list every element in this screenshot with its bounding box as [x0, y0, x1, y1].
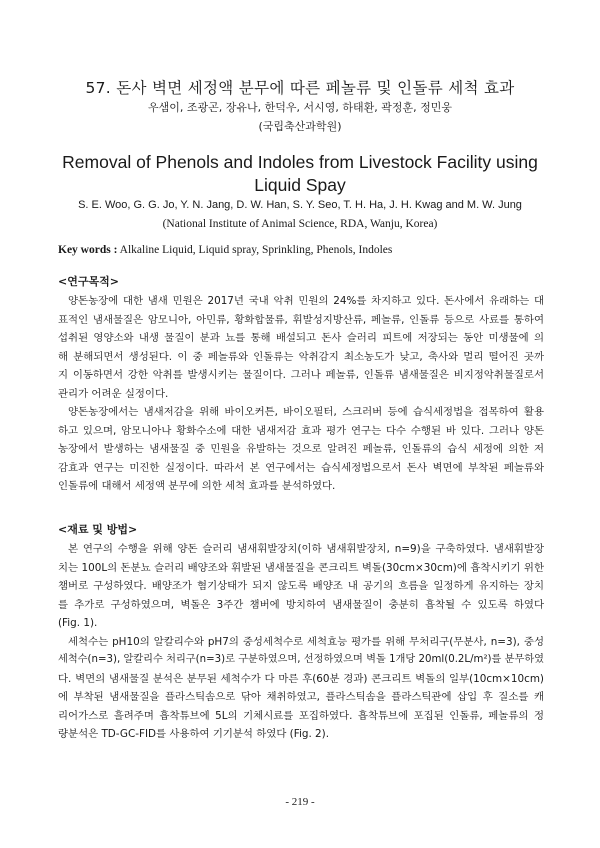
- text-line: 하고 있으며, 암모니아나 황화수소에 대한 냄새저감 효과 평가 연구는 다수 수행된 바 있다. 그러나 양돈: [58, 424, 544, 437]
- text-line: 세척수(n=3), 알칼리수 처리구(n=3)로 구분하였으며, 선정하였으며 벽돌 1개당 20ml(0.2L/m²)를 분무하였: [58, 654, 544, 665]
- text-line: 감효과 연구는 미진한 실정이다. 따라서 본 연구에서는 습식세정법으로서 돈사 벽면에 부착된 페놀류와: [58, 461, 544, 474]
- english-affiliation: (National Institute of Animal Science, RDA, Wanju, Korea): [162, 218, 438, 230]
- korean-affiliation: (국립축산과학원): [258, 120, 342, 133]
- korean-authors: 우샘이, 조광곤, 장유나, 한덕우, 서시영, 하태환, 곽정훈, 정민웅: [148, 101, 452, 114]
- keywords-text: Alkaline Liquid, Liquid spray, Sprinkling, Phenols, Indoles: [119, 244, 393, 256]
- english-title: Removal of Phenols and Indoles from Livestock Facility using Liquid Spay: [62, 152, 538, 195]
- text-line: 치는 100L의 돈분뇨 슬러리 배양조와 휘발된 냄새물질을 콘크리트 벽돌(30cm×30cm)에 흡착시키기 위한: [58, 561, 544, 574]
- text-line: 리어가스로 흘려주며 흡착튜브에 5L의 기체시료를 포집하였다. 흡착튜브에 포집된 인돌류, 페놀류의 정: [58, 709, 544, 722]
- text-line: 양돈농장에 대한 냄새 민원은 2017년 국내 악취 민원의 24%를 차지하고 있다. 돈사에서 유래하는 대: [68, 295, 544, 307]
- keywords-label: Key words :: [58, 244, 118, 256]
- section-body-purpose: [58, 292, 544, 496]
- text-line: 양돈농장에서는 냄새저감을 위해 바이오커튼, 바이오필터, 스크러버 등에 습식세정법을 접목하여 활용: [68, 406, 544, 418]
- text-line: 를 추가로 구성하였으며, 벽돌은 3주간 챔버에 방치하여 냄새물질이 충분히 흡착될 수 있도록 하였다: [58, 598, 544, 611]
- text-line: (Fig. 1).: [58, 617, 98, 629]
- text-line: 지 이동하면서 강한 악취를 발생시키는 물질이다. 그러나 페놀류, 인돌류 냄새물질은 비지정악취물질로서: [58, 369, 544, 381]
- text-line: 본 연구의 수행을 위해 양돈 슬러리 냄새휘발장치(이하 냄새휘발장치, n=9)을 구축하였다. 냄새휘발장: [68, 543, 544, 555]
- section-body-methods: [58, 540, 544, 744]
- text-line: 섭취된 영양소와 내생 물질이 분과 뇨를 통해 배설되고 돈사 슬러리 피트에 저장되는 동안 미생물에 의: [58, 332, 544, 344]
- text-line: 표적인 냄새물질은 암모니아, 아민류, 황화합물류, 휘발성지방산류, 페놀류, 인돌류 등으로 사료를 통하여: [58, 313, 544, 326]
- text-line: 관리가 어려운 실정이다.: [58, 387, 169, 400]
- text-line: 에 부착된 냄새물질을 플라스틱솜으로 닦아 채취하였고, 플라스틱솜을 플라스틱관에 삽입 후 질소를 캐: [58, 691, 544, 703]
- keywords: [58, 244, 548, 256]
- text-line: 세척수는 pH10의 알칼리수와 pH7의 중성세척수로 세척효능 평가를 위해 무처리구(무분사, n=3), 중성: [68, 635, 544, 648]
- section-heading-methods: <재료 및 방법>: [58, 523, 138, 536]
- text-line: 인돌류에 대해서 세정액 분무에 의한 세척 효과를 분석하였다.: [58, 480, 336, 492]
- english-authors: S. E. Woo, G. G. Jo, Y. N. Jang, D. W. Han, S. Y. Seo, T. H. Ha, J. H. Kwag and M. W. Jung: [78, 199, 522, 211]
- korean-title: 57. 돈사 벽면 세정액 분무에 따른 페놀류 및 인돌류 세척 효과: [85, 79, 515, 97]
- page-number: - 219 -: [285, 796, 315, 808]
- text-line: 해 분해되면서 생성된다. 이 중 페놀류와 인돌류는 악취감지 최소농도가 낮고, 축사와 멀리 떨어진 곳까: [58, 350, 544, 363]
- text-line: 농장에서 발생하는 냄새물질 중 민원을 유발하는 것으로 알려진 페놀류, 인돌류의 습식 세정에 의한 저: [58, 443, 544, 455]
- text-line: 챔버로 구성하였다. 배양조가 혐기상태가 되지 않도록 배양조 내 공기의 흐름을 일정하게 유지하는 장치: [58, 580, 544, 592]
- text-line: 량분석은 TD-GC-FID를 사용하여 기기분석 하였다 (Fig. 2).: [58, 728, 330, 740]
- section-heading-purpose: <연구목적>: [58, 275, 119, 288]
- text-line: 다. 벽면의 냄새물질 분석은 분무된 세척수가 다 마른 후(60분 경과) 콘크리트 벽돌의 일부(10cm×10cm): [58, 672, 544, 685]
